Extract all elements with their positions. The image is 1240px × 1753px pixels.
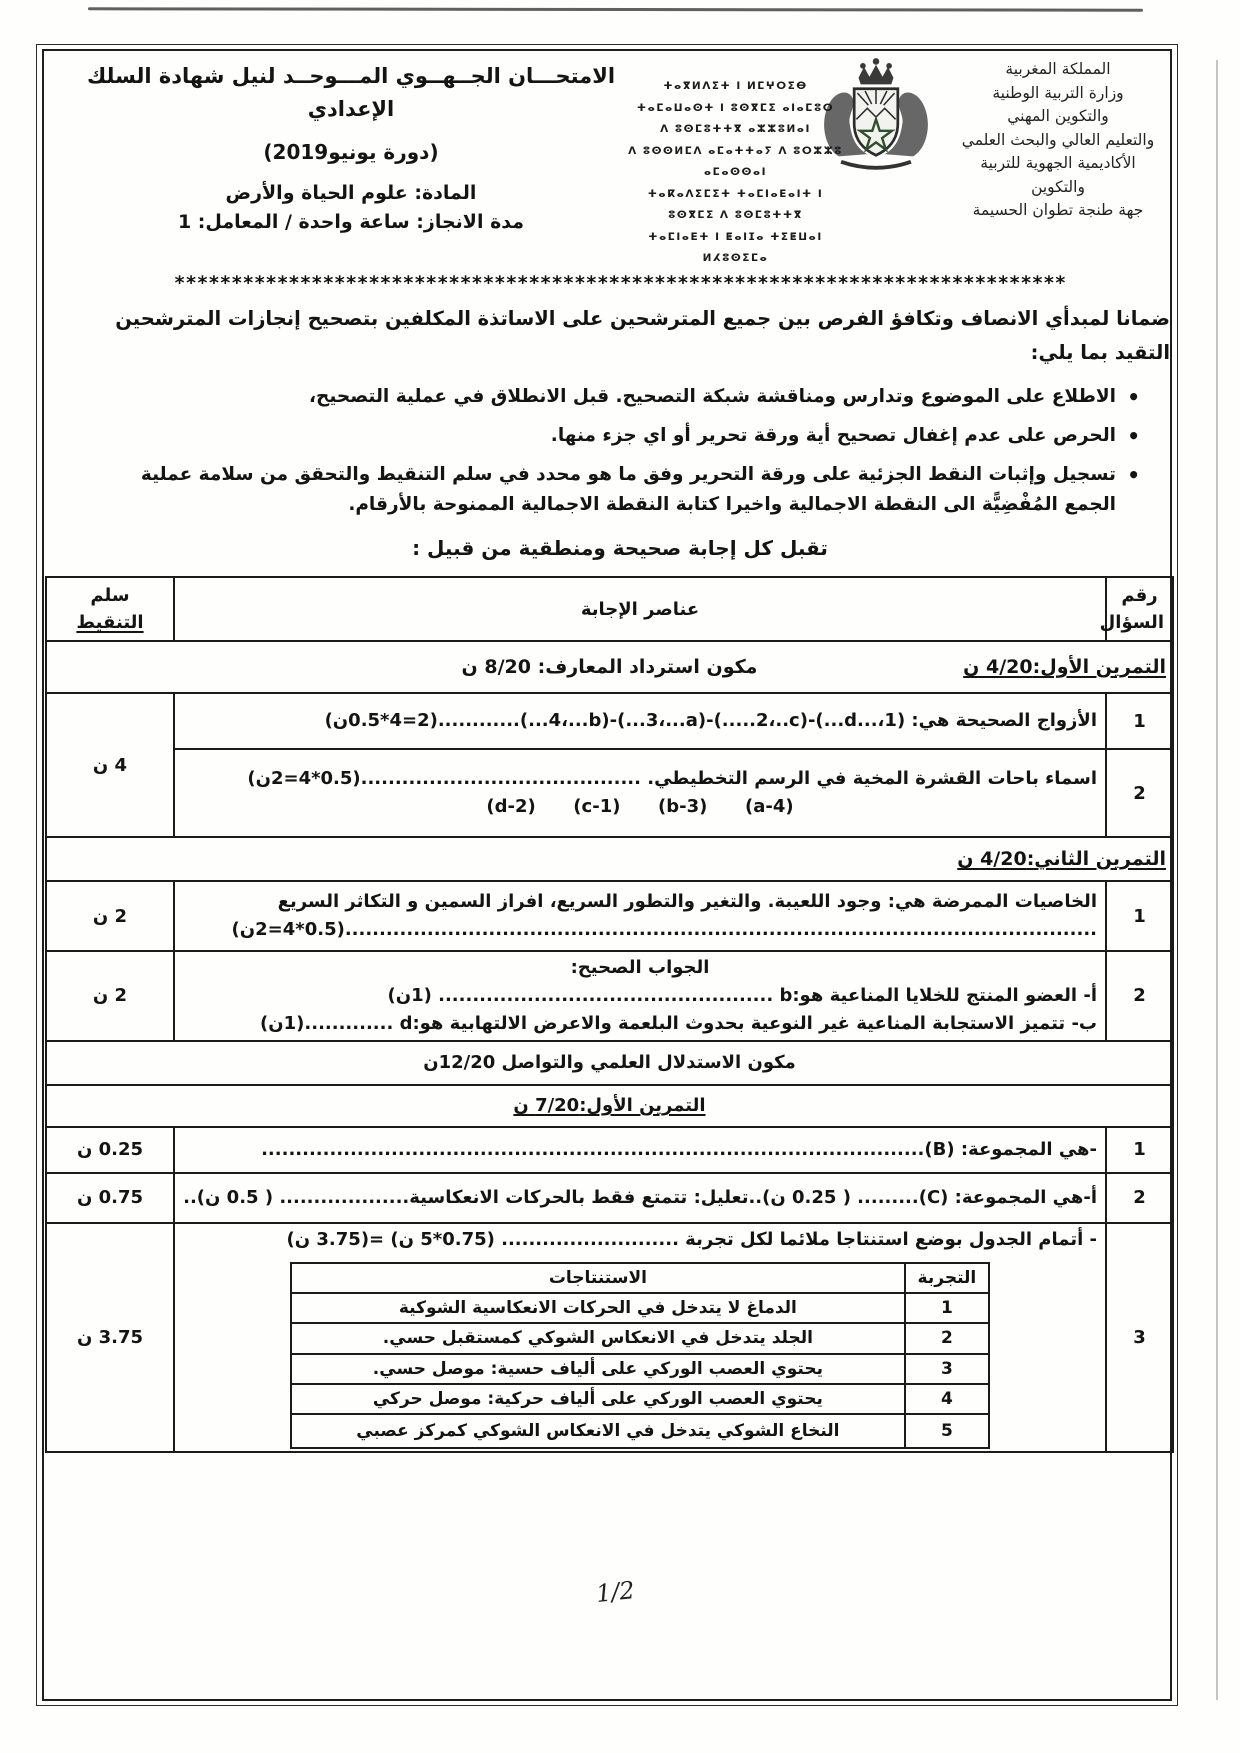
scan-artifact-edge: [1216, 60, 1218, 1700]
tifinagh-line: ⵜⴰⴳⵍⴷⵉⵜ ⵏ ⵍⵎⵖⵔⵉⴱ: [663, 80, 808, 92]
table-row: [46, 1173, 1173, 1223]
section-label-ex1: التمرين الأول:4/20 ن: [963, 656, 1166, 678]
section-row-ex2: [46, 837, 1173, 881]
table-row: [46, 693, 1173, 749]
tifinagh-line: ⴷ ⵓⵙⵙⵍⵎⴷ ⴰⵎⴰⵜⵜⴰⵢ ⴷ ⵓⵔⵣⵣⵓ ⴰⵎⴰⵙⵙⴰⵏ: [628, 144, 843, 179]
asterisk-separator: ******************************************************************************: [173, 272, 1067, 294]
experiments-header-row: [291, 1263, 989, 1293]
ministry-line: المملكة المغربية: [1005, 60, 1111, 78]
score-cell: 3.75 ن: [46, 1223, 174, 1453]
instructions-closing: تقبل كل إجابة صحيحة ومنطقية من قبيل :: [412, 536, 828, 560]
section-row-ex3: [46, 1085, 1173, 1127]
table-row: [46, 881, 1173, 951]
ministry-line: والتكوين المهني: [1007, 107, 1109, 126]
table-row: [46, 749, 1173, 837]
section-label-ex2: التمرين الثاني:4/20 ن: [957, 848, 1166, 870]
exam-title: الامتحـــان الجــهــوي المـــوحــد لنيل شهادة السلك الإعدادي: [86, 64, 616, 121]
exam-duration: مدة الانجاز: ساعة واحدة / المعامل: 1: [177, 211, 525, 234]
exam-title-block: [56, 60, 646, 233]
experiment-row: 4 يحتوي العصب الوركي على ألياف حركية: موصل حركي: [291, 1384, 989, 1414]
score-cell: 4 ن: [46, 693, 174, 837]
exam-session: (دورة يونيو2019): [263, 140, 439, 165]
ministry-header-tifinagh: [628, 76, 843, 270]
score-cell: 0.75 ن: [46, 1173, 174, 1223]
question-number-header: رقم السؤال: [1106, 577, 1173, 641]
answer-cell: أ-هي المجموعة: (C)......... ( 0.25 ن)..تعليل: تتمتع فقط بالحركات الانعكاسية................... ( 0.5 ن)..: [174, 1173, 1106, 1223]
ministry-line: وزارة التربية الوطنية: [992, 83, 1124, 102]
instruction-item: • الحرص على عدم إغفال تصحيح أية ورقة تحرير أو اي جزء منها.: [84, 421, 1144, 451]
component-title-reasoning: مكون الاستدلال العلمي والتواصل 12/20ن: [46, 1041, 1173, 1085]
answer-elements-header: عناصر الإجابة: [174, 577, 1106, 641]
q3-intro: - أتمام الجدول بوضع استنتاجا ملائما لكل تجربة .......................... (0.75*5 ن) =(3.75 ن): [286, 1228, 1097, 1250]
answer-cell: اسماء باحات القشرة المخية في الرسم التخطيطي. .........................................(0.5*4=2ن) (a-4) (b-3) (c-1) (d-2): [174, 749, 1106, 837]
score-cell: 2 ن: [46, 881, 174, 951]
conclusions-column-header: الاستنتاجات: [291, 1263, 905, 1293]
ministry-header: [952, 58, 1164, 223]
table-row: [46, 951, 1173, 1041]
score-scale-header: سلم التنقيط: [46, 577, 174, 641]
component-title-knowledge: مكون استرداد المعارف: 8/20 ن: [461, 656, 758, 678]
question-number-cell: 2: [1106, 1173, 1173, 1223]
tifinagh-line: ⵜⴰⴽⴰⴷⵉⵎⵉⵜ ⵜⴰⵎⵏⴰⴹⴰⵏⵜ ⵏ ⵓⵙⴳⵎⵉ ⴷ ⵓⵙⵎⵓⵜⵜⴳ: [647, 187, 824, 222]
question-number-cell: 1: [1106, 693, 1173, 749]
experiments-table: [290, 1262, 990, 1450]
question-number-cell: 1: [1106, 1127, 1173, 1173]
instructions-list: [84, 382, 1144, 529]
question-number-cell: 1: [1106, 881, 1173, 951]
answer-cell: الأزواج الصحيحة هي: (1،...d...)-(2،..c.....)-(3،...a...)-(4،...b...)............(0.5*4=2ن): [174, 693, 1106, 749]
answer-cell: [174, 1223, 1106, 1453]
ministry-line: جهة طنجة تطوان الحسيمة: [972, 201, 1144, 220]
exam-subject: المادة: علوم الحياة والأرض: [225, 182, 477, 205]
experiment-row: 3 يحتوي العصب الوركي على ألياف حسية: موصل حسي.: [291, 1354, 989, 1384]
table-header-row: [46, 577, 1173, 641]
table-row: [46, 1223, 1173, 1453]
ministry-line: الأكاديمية الجهوية للتربية والتكوين: [980, 154, 1136, 196]
table-row: [46, 1127, 1173, 1173]
section-row-ex1: [46, 641, 1173, 693]
score-cell: 0.25 ن: [46, 1127, 174, 1173]
answer-cell: الخاصيات الممرضة هي: وجود اللعيبة. والتغير والتطور السريع، افراز السمين و التكاثر السريع ..............................................................................................................(0.5*4=2ن): [174, 881, 1106, 951]
question-number-cell: 2: [1106, 749, 1173, 837]
tifinagh-line: ⵜⴰⵎⵏⴰⴹⵜ ⵏ ⵟⴰⵏⵊⴰ ⵜⵉⵟⵡⴰⵏ ⵍⵃⵓⵙⵉⵎⴰ: [648, 230, 823, 265]
instruction-item: • تسجيل وإثبات النقط الجزئية على ورقة التحرير وفق ما هو محدد في سلم التنقيط والتحقق من سلامة عملية الجمع المُفْضِيًّة الى النقطة الاجمالية واخيرا كتابة النقطة الاجمالية الممنوحة بالأرقام.: [84, 460, 1144, 520]
section-label-ex3: التمرين الأول:7/20 ن: [513, 1095, 706, 1117]
answer-cell: الجواب الصحيح: أ- العضو المنتج للخلايا المناعية هو:b ................................................. (1ن) ب- تتميز الاستجابة المناعية غير النوعية بحدوث البلعمة والاعرض الالتهابية هو:d .............(1ن): [174, 951, 1106, 1041]
question-number-cell: 2: [1106, 951, 1173, 1041]
instructions-intro: ضمانا لمبدأي الانصاف وتكافؤ الفرص بين جميع المترشحين على الاساتذة المكلفين بتصحيح إنجازات المترشحين التقيد بما يلي:: [115, 307, 1170, 365]
experiment-column-header: التجربة: [905, 1263, 989, 1293]
scan-artifact-top: [88, 7, 1143, 11]
section-row-component2: [46, 1041, 1173, 1085]
tifinagh-line: ⵜⴰⵎⴰⵡⴰⵙⵜ ⵏ ⵓⵙⴳⵎⵉ ⴰⵏⴰⵎⵓⵔ: [636, 101, 835, 114]
question-number-cell: 3: [1106, 1223, 1173, 1453]
experiment-row: 2 الجلد يتدخل في الانعكاس الشوكي كمستقبل حسي.: [291, 1323, 989, 1353]
answer-key-table: [45, 576, 1174, 1453]
answer-cell: -هي المجموعة: (B).................................................................................................: [174, 1127, 1106, 1173]
experiment-row: 1 الدماغ لا يتدخل في الحركات الانعكاسية الشوكية: [291, 1293, 989, 1323]
instruction-item: • الاطلاع على الموضوع وتدارس ومناقشة شبكة التصحيح. قبل الانطلاق في عملية التصحيح،: [84, 382, 1144, 412]
score-cell: 2 ن: [46, 951, 174, 1041]
experiment-row: 5 النخاع الشوكي يتدخل في الانعكاس الشوكي كمركز عصبي: [291, 1414, 989, 1448]
page-number: 1/2: [594, 1576, 636, 1608]
ministry-line: والتعليم العالي والبحث العلمي: [961, 130, 1155, 149]
tifinagh-line: ⴷ ⵓⵙⵎⵓⵜⵜⴳ ⴰⵣⵣⵓⵍⴰⵏ: [660, 123, 811, 136]
